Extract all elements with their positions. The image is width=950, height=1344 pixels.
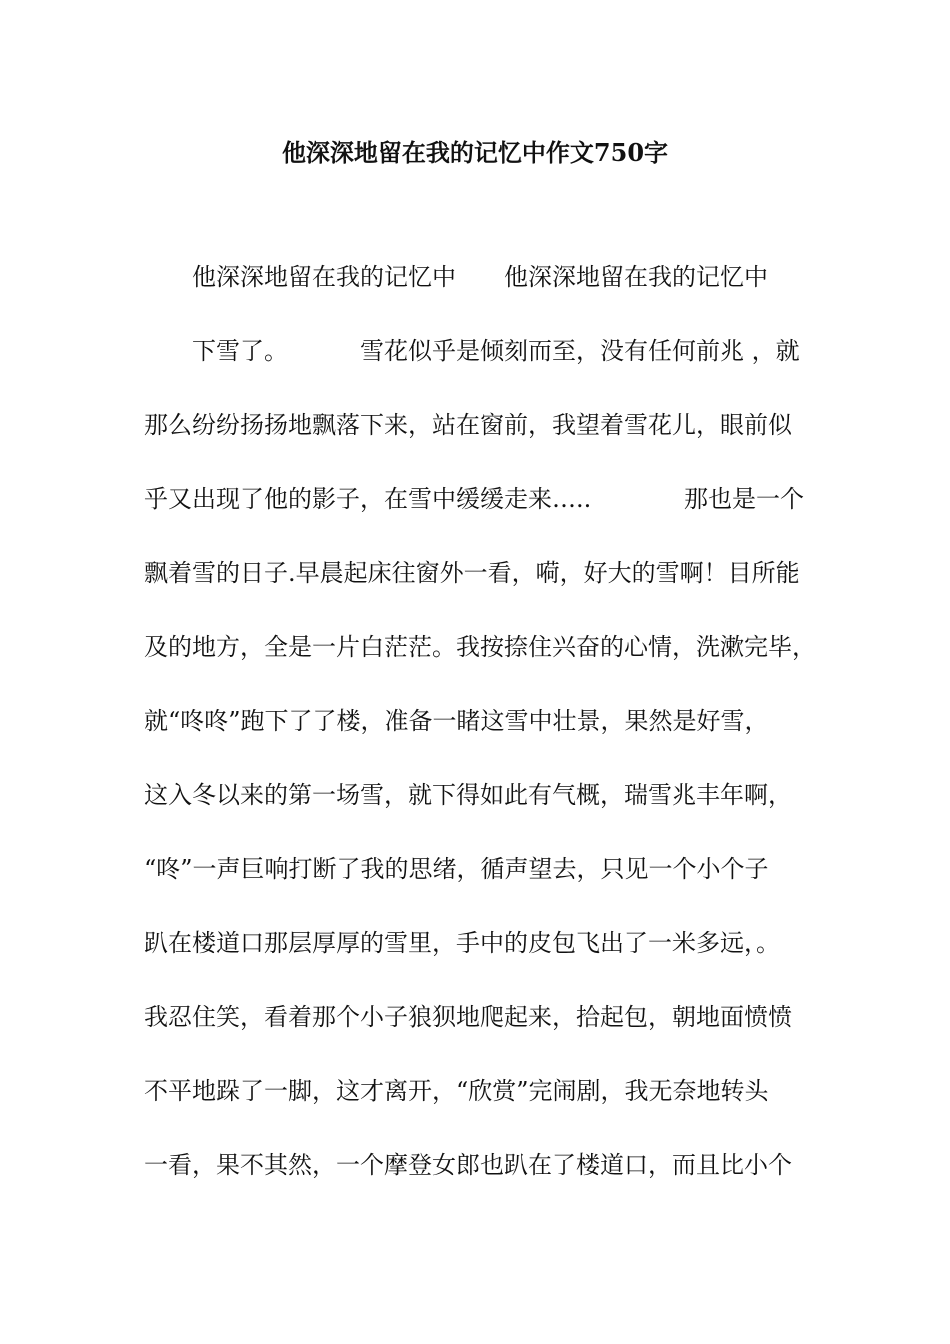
paragraph-line-5: 及的地方，全是一片白茫茫。我按捺住兴奋的心情，洗漱完毕， xyxy=(144,633,816,661)
paragraph-line-11: 不平地跺了一脚，这才离开，“欣赏”完闹剧，我无奈地转头 xyxy=(144,1077,769,1105)
header-line-left: 他深深地留在我的记忆中 xyxy=(192,263,456,291)
paragraph-line-7: 这入冬以来的第一场雪，就下得如此有气概，瑞雪兆丰年啊， xyxy=(144,781,792,809)
paragraph-line-9: 趴在楼道口那层厚厚的雪里，手中的皮包飞出了一米多远，。 xyxy=(144,929,780,957)
paragraph-line-1-left: 下雪了。 xyxy=(192,337,288,365)
document-title: 他深深地留在我的记忆中作文750字 xyxy=(281,138,669,167)
paragraph-line-1-right: 雪花似乎是倾刻而至，没有任何前兆 ，就 xyxy=(360,337,800,365)
paragraph-line-4: 飘着雪的日子.早晨起床往窗外一看，嗬，好大的雪啊！目所能 xyxy=(144,559,800,587)
paragraph-line-3-right: 那也是一个 xyxy=(684,485,804,513)
header-line-right: 他深深地留在我的记忆中 xyxy=(504,263,768,291)
paragraph-line-6: 就“咚咚”跑下了了楼，准备一睹这雪中壮景，果然是好雪， xyxy=(144,707,769,735)
paragraph-line-8: “咚”一声巨响打断了我的思绪，循声望去，只见一个小个子 xyxy=(144,855,769,883)
paragraph-line-2: 那么纷纷扬扬地飘落下来，站在窗前，我望着雪花儿，眼前似 xyxy=(144,411,792,439)
paragraph-line-12: 一看，果不其然，一个摩登女郎也趴在了楼道口，而且比小个 xyxy=(144,1151,792,1179)
paragraph-line-10: 我忍住笑，看着那个小子狼狈地爬起来，拾起包，朝地面愤愤 xyxy=(144,1003,792,1031)
paragraph-line-3-left: 乎又出现了他的影子，在雪中缓缓走来….. xyxy=(144,485,592,513)
